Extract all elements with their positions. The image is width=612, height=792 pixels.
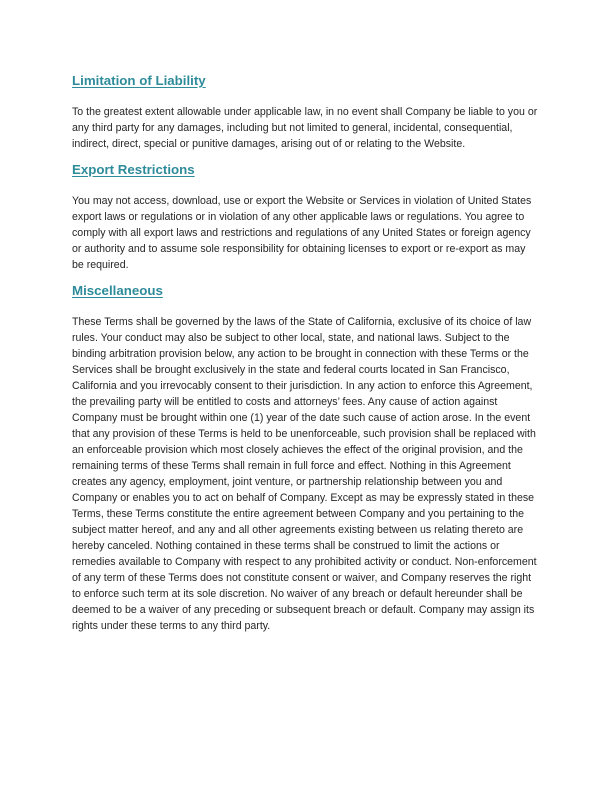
- section-heading-export-restrictions: Export Restrictions: [72, 162, 195, 177]
- section-limitation-of-liability: [72, 72, 540, 152]
- section-miscellaneous: [72, 282, 540, 634]
- section-heading-limitation-of-liability: Limitation of Liability: [72, 73, 206, 88]
- section-body-limitation-of-liability: To the greatest extent allowable under applicable law, in no event shall Company be liable to you or any third party for any damages, including but not limited to general, incidental, consequential, indirect, direct, special or punitive damages, arising out of or relating to the Website.: [72, 106, 538, 150]
- section-body-export-restrictions: You may not access, download, use or export the Website or Services in violation of United States export laws or regulations or in violation of any other applicable laws or regulations. You agree to comply with all export laws and restrictions and regulations of any United States or foreign agency or authority and to assume sole responsibility for obtaining licenses to export or re-export as may be required.: [72, 195, 532, 271]
- section-export-restrictions: [72, 161, 540, 273]
- section-heading-miscellaneous: Miscellaneous: [72, 283, 163, 298]
- section-body-miscellaneous: These Terms shall be governed by the laws of the State of California, exclusive of its choice of law rules. Your conduct may also be subject to other local, state, and national laws. Subject to the binding arbitration provision below, any action to be brought in connection with these Terms or the Services shall be brought exclusively in the state and federal courts located in San Francisco, California and you irrevocably consent to their jurisdiction. In any action to enforce this Agreement, the prevailing party will be entitled to costs and attorneys’ fees. Any cause of action against Company must be brought within one (1) year of the date such cause of action arose. In the event that any provision of these Terms is held to be unenforceable, such provision shall be replaced with an enforceable provision which most closely achieves the effect of the original provision, and the remaining terms of these Terms shall remain in full force and effect. Nothing in this Agreement creates any agency, employment, joint venture, or partnership relationship between you and Company or enables you to act on behalf of Company. Except as may be expressly stated in these Terms, these Terms constitute the entire agreement between Company and you pertaining to the subject matter hereof, and any and all other agreements existing between us relating thereto are hereby canceled. Nothing contained in these terms shall be construed to limit the actions or remedies available to Company with respect to any prohibited activity or conduct. Non-enforcement of any term of these Terms does not constitute consent or waiver, and Company reserves the right to enforce such term at its sole discretion. No waiver of any breach or default hereunder shall be deemed to be a waiver of any preceding or subsequent breach or default. Company may assign its rights under these terms to any third party.: [72, 316, 537, 632]
